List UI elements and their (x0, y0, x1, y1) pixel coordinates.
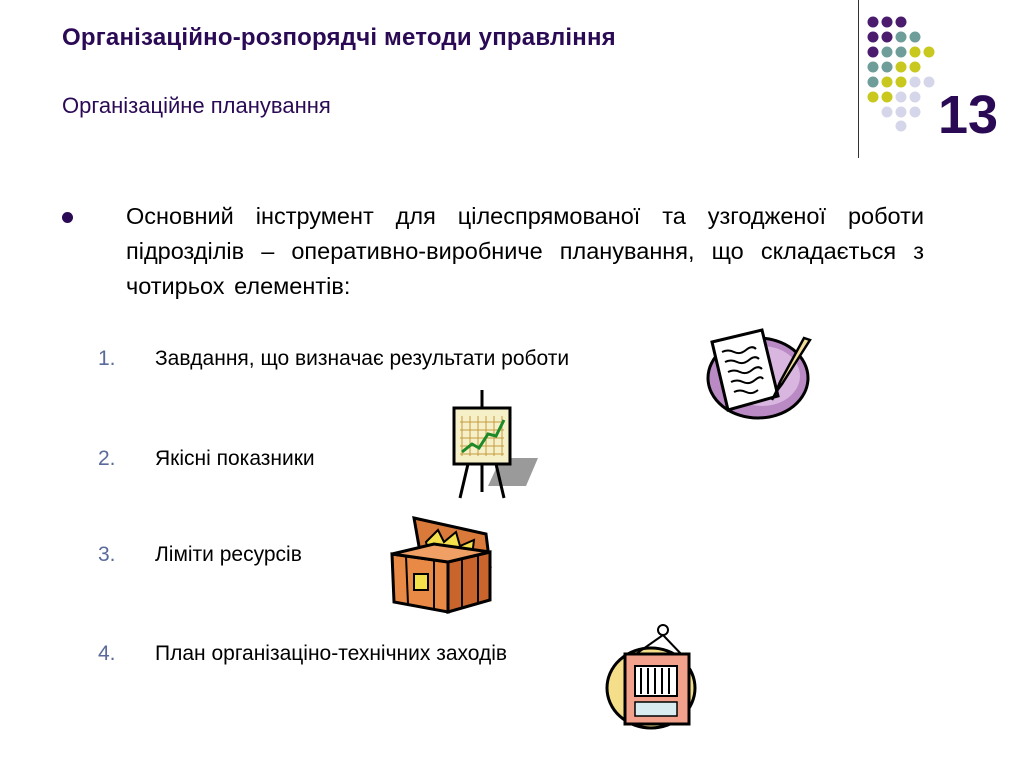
document-quill-icon (700, 322, 815, 422)
treasure-chest-icon (386, 512, 498, 618)
bullet-text: Основний інструмент для цілеспрямованої та узгодженої роботи підрозділів – оперативно-виробниче планування, що складається з чотирьох елементів: (126, 203, 924, 299)
slide-subtitle: Організаційне планування (62, 93, 331, 118)
list-item-number: 4. (98, 642, 116, 665)
decorative-dots (864, 14, 944, 134)
list-item-text: Якісні показники (155, 447, 315, 470)
list-item-text: Завдання, що визначає результати роботи (155, 347, 570, 370)
list-item-number: 3. (98, 543, 116, 566)
hanging-sign-icon (603, 622, 699, 732)
page-number: 13 (938, 85, 999, 145)
chart-easel-icon (446, 388, 541, 503)
list-item-text: Ліміти ресурсів (155, 543, 302, 566)
list-item-number: 2. (98, 447, 116, 470)
slide-title: Організаційно-розпорядчі методи управління (62, 24, 616, 51)
bullet-marker (62, 212, 73, 223)
list-item-text: План організаціно-технічних заходів (155, 642, 508, 665)
header-divider (858, 0, 859, 158)
list-item-number: 1. (98, 347, 116, 370)
